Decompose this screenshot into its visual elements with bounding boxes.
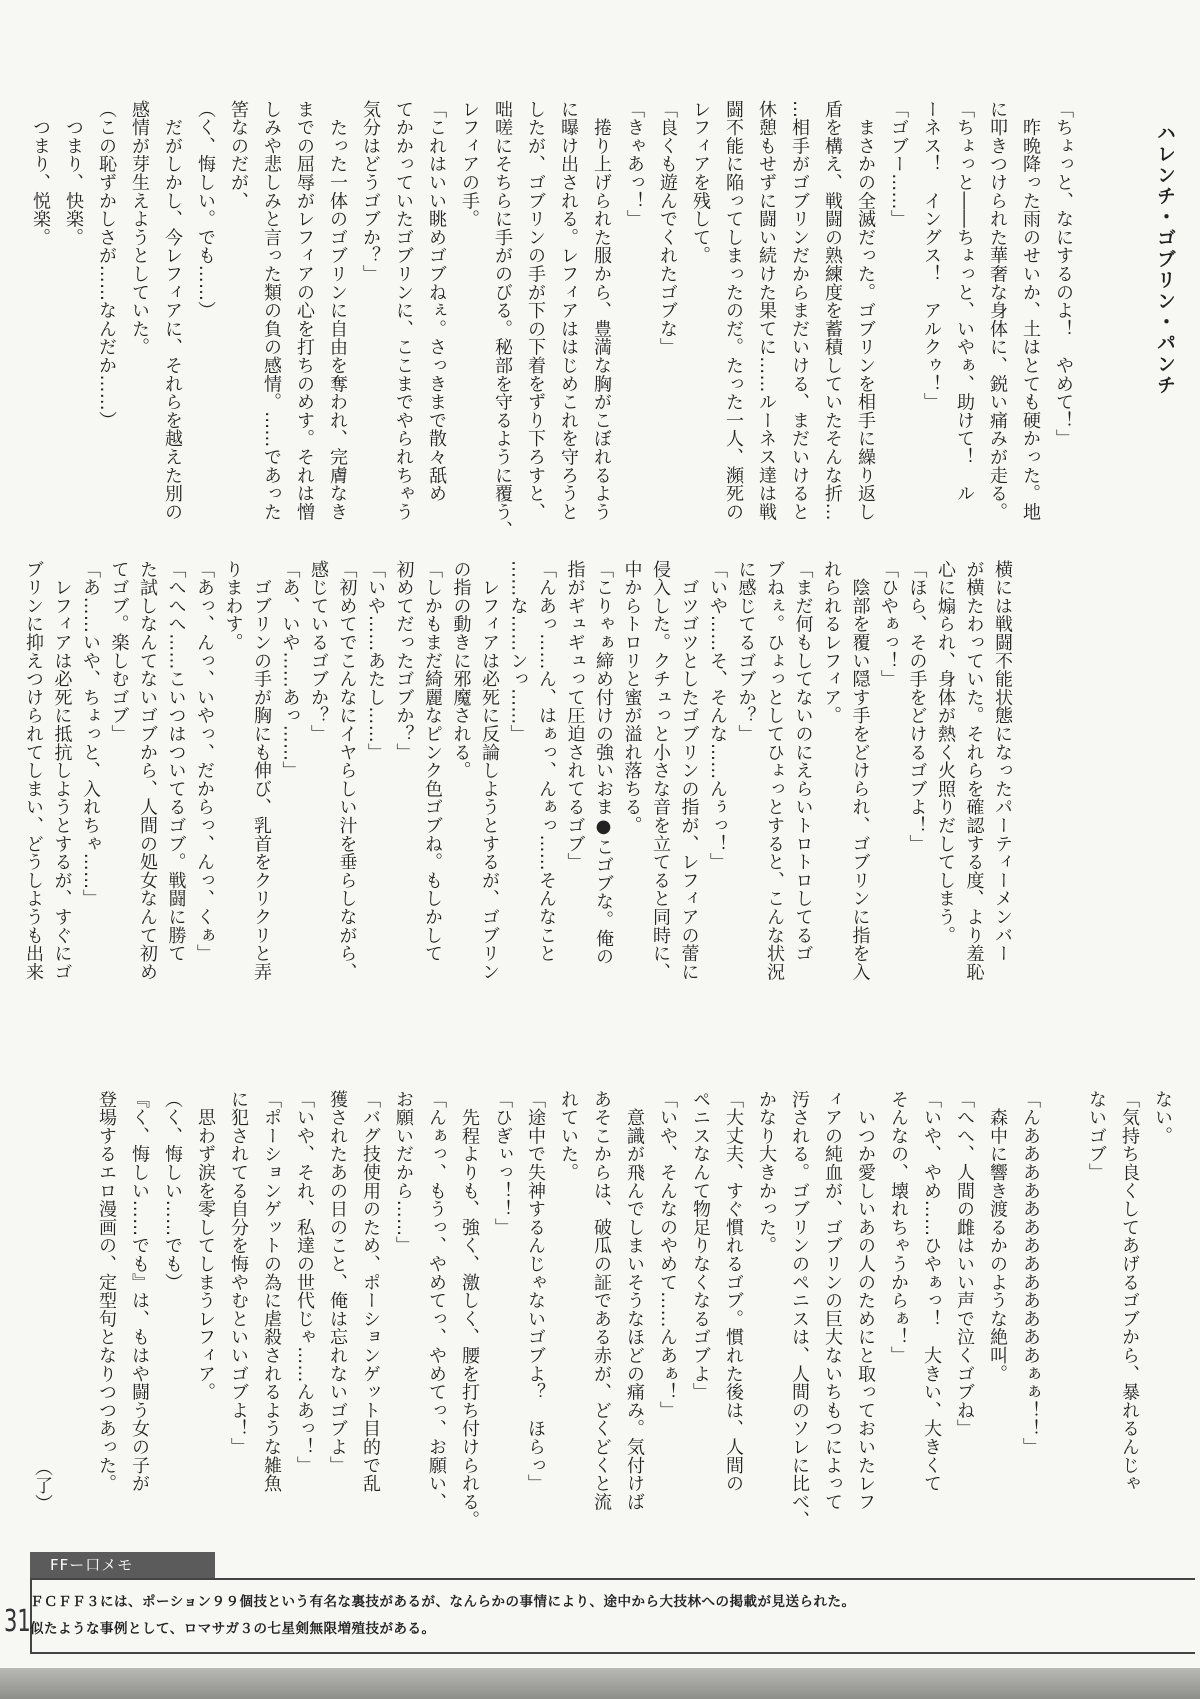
text-column: 「へへへ……こいつはついてるゴブ。戦闘に勝て [165, 560, 187, 963]
text-column: 「ひやぁっ！」 [878, 560, 899, 689]
text-column: 「ほら、その手をどけるゴブよ！」 [906, 560, 928, 853]
text-column: そんなの、壊れちゃうからぁ！」 [888, 1090, 909, 1365]
text-column: た試しなんてないゴブから、人間の処女なんて初め [137, 560, 158, 981]
text-column: だがしかし、今レフィアに、それらを越えた別の [162, 100, 183, 521]
text-column: ブリンに抑えつけられてしまい、どうしようも出来 [23, 560, 44, 981]
text-column: （この恥ずかしさが……なんだか……） [96, 100, 117, 430]
text-column: 「ちょっと、なにするのよ！ やめて！」 [1053, 100, 1074, 448]
text-column: 「きゃあっ！」 [624, 100, 645, 229]
story-title: ハレンチ・ゴブリン・パンチ [1154, 123, 1176, 396]
text-column: 「ひぎぃっ！！」 [492, 1090, 513, 1237]
text-column: 「んあああああああああああああぁぁ！！」 [1020, 1090, 1041, 1456]
text-column: 捲り上げられた服から、豊満な胸がこぼれるよう [591, 100, 612, 521]
end-mark: （了） [32, 1458, 53, 1512]
text-column: 「あ……いや、ちょっと、入れちゃ……」 [80, 560, 101, 908]
text-column: ない。 [1152, 1090, 1173, 1145]
text-column: まさかの全滅だった。ゴブリンを相手に繰り返し [855, 100, 876, 521]
text-column: ……な……ンっ……」 [507, 560, 529, 743]
text-column: に犯されてる自分を悔やむといいゴブよ！」 [228, 1090, 249, 1456]
text-column: 「へへ、人間の雌はいい声で泣くゴブね」 [954, 1090, 975, 1438]
text-column: に曝け出される。レフィアははじめこれを守ろうと [558, 100, 579, 521]
text-column: レフィアは必死に反論しようとするが、ゴブリン [479, 560, 500, 981]
text-column: …相手がゴブリンだからまだいける、まだいけると [789, 100, 810, 521]
text-column: 「あ、いや……あっ……」 [279, 560, 301, 780]
text-column: 先程よりも、強く、激しく、腰を打ち付けられる。 [459, 1090, 480, 1530]
text-column: 「あっ、んっ、いやっ、だからっ、んっ、くぁ」 [194, 560, 215, 963]
text-column: 中からトロリと蜜が溢れ落ちる。 [621, 560, 643, 835]
text-column: が横たわっていた。それらを確認する度、より羞恥 [963, 560, 985, 981]
top-text-band [0, 100, 1200, 540]
text-column: 指がギュギュって圧迫されてるゴブ」 [564, 560, 586, 872]
text-column: 「いや……そ、そんな……んぅっ！」 [707, 560, 728, 872]
text-column: 「途中で失神するんじゃないゴブよ？ ほらっ」 [525, 1090, 546, 1493]
text-column: 「大丈夫、すぐ慣れるゴブ。慣れた後は、人間の [723, 1090, 744, 1493]
page-number: 31 [4, 1604, 31, 1639]
text-column: 陰部を覆い隠す手をどけられ、ゴブリンに指を入 [849, 560, 871, 981]
text-column: 「良くも遊んでくれたゴブな」 [657, 100, 678, 357]
text-column: 「バグ技使用のため、ポーションゲット目的で乱 [360, 1090, 381, 1493]
text-column: 意識が飛んでしまいそうなほどの痛み。気付けば [624, 1090, 645, 1511]
text-column: 筈なのだが、 [228, 100, 249, 210]
text-column: 「ゴブー……」 [888, 100, 909, 229]
memo-line: 似たような事例として、ロマサガ３の七星剣無限増殖技がある。 [30, 1621, 436, 1637]
text-column: てかかっていたゴブリンに、ここまでやられちゃう [393, 100, 414, 521]
text-column: に感じてるゴブか？」 [735, 560, 757, 743]
text-column: お願いだから……」 [393, 1090, 414, 1255]
text-column: 侵入した。クチュっと小さな音を立てると同時に、 [650, 560, 671, 981]
text-column: 思わず涙を零してしまうレフィア。 [195, 1090, 216, 1402]
text-column: 咄嗟にそちらに手がのびる。秘部を守るように覆う、 [492, 100, 513, 540]
text-column: たった一体のゴブリンに自由を奪われ、完膚なき [327, 100, 348, 521]
text-column: 「初めてでこんなにイヤらしい汁を垂らしながら、 [336, 560, 358, 981]
bottom-text-band [0, 1090, 1200, 1530]
text-column: ィアの純血が、ゴブリンの巨大ないちもつによって [822, 1090, 843, 1511]
text-column: 感じているゴブか？」 [308, 560, 329, 743]
text-column: ペニスなんて物足りなくなるゴブよ」 [690, 1090, 711, 1402]
text-column: （く、悔しい……でも） [162, 1090, 183, 1292]
text-column: 「いや、そんなのやめて……んあぁ！」 [657, 1090, 678, 1420]
text-column: 「ポーションゲットの為に虐殺されるような雑魚 [261, 1090, 282, 1493]
text-column: ブねぇ。ひょっとしてひょっとすると、こんな状況 [764, 560, 785, 981]
text-column: 「んあっ……ん、はぁっ、んぁっ……そんなこと [536, 560, 557, 963]
text-column: ゴブリンの手が胸にも伸び、乳首をクリクリと弄 [251, 560, 272, 981]
text-column: 「こりゃぁ締め付けの強いおま●こゴブな。俺の [593, 560, 614, 966]
text-column: レフィアは必死に抵抗しようとするが、すぐにゴ [51, 560, 73, 981]
text-column: 「いや、やめ……ひやぁっ！ 大きい、大きくて [921, 1090, 942, 1493]
text-column: 横には戦闘不能状態になったパーティーメンバー [992, 560, 1013, 963]
page-edge [0, 1668, 1200, 1699]
text-column: 心に煽られ、身体が熱く火照りだしてしまう。 [935, 560, 956, 945]
text-column: したが、ゴブリンの手が下の下着をずり下ろすと、 [525, 100, 546, 521]
memo-line: ＦＣＦＦ３には、ポーション９９個技という有名な裏技があるが、なんらかの事情により、途中から大技林への掲載が見送られた。 [30, 1594, 856, 1610]
text-column: 汚される。ゴブリンのペニスは、人間のソレに比べ、 [789, 1090, 810, 1530]
text-column: 森中に響き渡るかのような絶叫。 [987, 1090, 1008, 1383]
text-column: 気分はどうゴブか？」 [360, 100, 381, 283]
text-column: ーネス！ イングス！ アルクゥ！」 [921, 100, 942, 412]
text-column: つまり、快楽。 [63, 100, 84, 247]
text-column: 「しかもまだ綺麗なピンク色ゴブね。もしかして [422, 560, 443, 963]
text-column: ゴツゴツとしたゴブリンの指が、レフィアの蕾に [678, 560, 700, 981]
text-column: てゴブ。楽しむゴブ」 [108, 560, 130, 743]
text-column: れていた。 [558, 1090, 579, 1182]
text-column: 「いや、それ、私達の世代じゃ……んあっ！」 [294, 1090, 315, 1475]
text-column: 「これはいい眺めゴブねぇ。さっきまで散々舐め [426, 100, 447, 503]
text-column: 「まだ何もしてないのにえらいトロトロしてるゴ [792, 560, 814, 963]
text-column: しみや悲しみと言った類の負の感情。……であった [261, 100, 282, 521]
text-column: 昨晩降った雨のせいか、土はとても硬かった。地 [1020, 100, 1041, 521]
text-column: 初めてだったゴブか？」 [393, 560, 415, 762]
text-column: に叩きつけられた華奢な身体に、鋭い痛みが走る。 [987, 100, 1008, 521]
text-column: 獲されたあの日のこと、俺は忘れないゴブよ」 [327, 1090, 348, 1475]
text-column: 登場するエロ漫画の、定型句となりつつあった。 [96, 1090, 117, 1493]
text-column: 闘不能に陥ってしまったのだ。たった一人、瀕死の [723, 100, 744, 521]
text-column: 盾を構え、戦闘の熟練度を蓄積していたそんな折… [822, 100, 843, 521]
text-column: の指の動きに邪魔される。 [450, 560, 472, 780]
text-column: あそこからは、破瓜の証である赤が、どくどくと流 [591, 1090, 612, 1511]
text-column: いつか愛しいあの人のためにと取っておいたレフ [855, 1090, 876, 1511]
text-column: 休憩もせずに闘い続けた果てに……ルーネス達は戦 [756, 100, 777, 521]
text-column: 「気持ち良くしてあげるゴブから、暴れるんじゃ [1119, 1090, 1140, 1493]
text-column: （く、悔しい。でも……） [195, 100, 216, 320]
text-column: 「んぁっ、もうっ、やめてっ、やめてっ、お願い、 [426, 1090, 447, 1511]
text-column: りまわす。 [222, 560, 244, 652]
text-column: つまり、悦楽。 [30, 100, 51, 247]
text-column: ないゴブ」 [1086, 1090, 1107, 1182]
text-column: までの屈辱がレフィアの心を打ちのめす。それは憎 [294, 100, 315, 521]
memo-header: FFー口メモ [30, 1552, 215, 1578]
middle-text-band [0, 560, 1200, 990]
text-column: 「ちょっと――ちょっと、いやぁ、助けて！ ル [954, 100, 975, 503]
text-column: 「いや……あたし……」 [365, 560, 386, 762]
text-column: レフィアを残して。 [690, 100, 711, 265]
text-column: レフィアの手。 [459, 100, 480, 229]
text-column: れられるレフィア。 [821, 560, 842, 725]
text-column: 感情が芽生えようとしていた。 [129, 100, 150, 357]
text-column: かなり大きかった。 [756, 1090, 777, 1255]
text-column: 『く、悔しい……でも』は、もはや闘う女の子が [129, 1090, 150, 1493]
